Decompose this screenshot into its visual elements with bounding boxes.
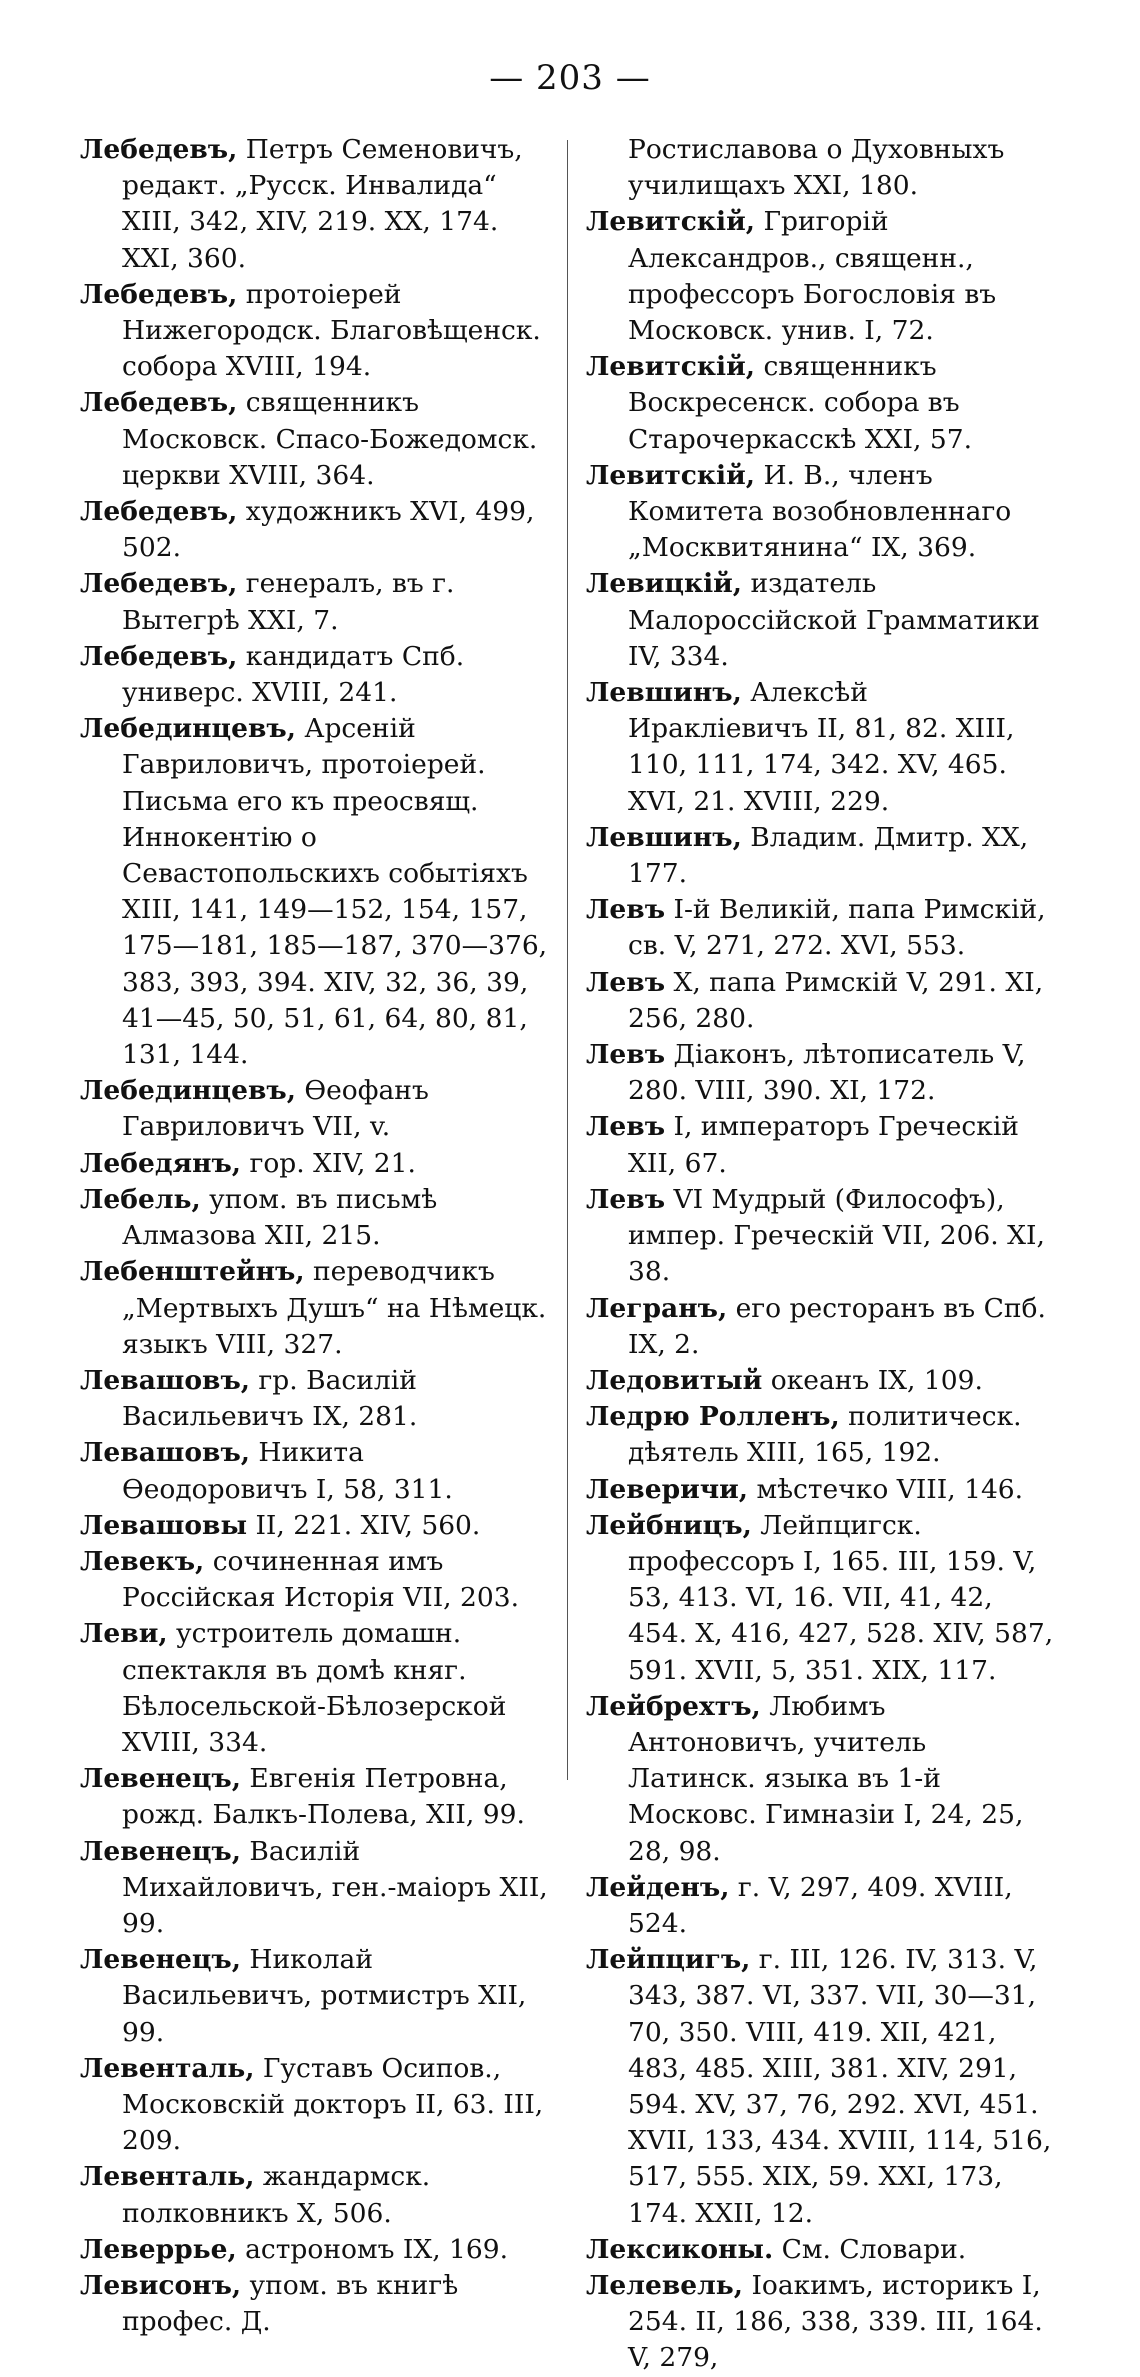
entry-text: Николай Васильевичъ, ротмистръ XII, 99. xyxy=(122,1944,527,2048)
continued-entry-text: Ростиславова о Духовныхъ училищахъ XXI, 180. xyxy=(628,134,1005,202)
entry-text: политическ. дѣятель XIII, 165, 192. xyxy=(628,1401,1022,1469)
index-entry xyxy=(586,1291,1056,1363)
entry-headword: Левъ xyxy=(586,966,666,998)
index-entry xyxy=(586,1363,1056,1399)
entry-headword: Лебедевъ, xyxy=(80,278,238,310)
index-entry xyxy=(586,2268,1056,2377)
entry-text: Ѳеофанъ Гавриловичъ VII, v. xyxy=(122,1075,429,1143)
entry-text: священникъ Московск. Спасо-Божедомск. церкви XVIII, 364. xyxy=(122,387,538,491)
entry-headword: Левашовъ, xyxy=(80,1364,250,1396)
entry-headword: Лебедевъ, xyxy=(80,640,238,672)
entry-headword: Лебедянъ, xyxy=(80,1147,242,1179)
entry-headword: Лейбницъ, xyxy=(586,1509,752,1541)
entry-text: Владим. Дмитр. XX, 177. xyxy=(628,821,1029,890)
entry-headword: Лебедевъ, xyxy=(80,387,238,419)
entry-text: сочиненная имъ Россійская Исторія VII, 203. xyxy=(122,1545,520,1614)
entry-text: переводчикъ „Мертвыхъ Душъ“ на Нѣмецк. языкъ VIII, 327. xyxy=(122,1256,547,1360)
entry-headword: Левашовы xyxy=(80,1509,248,1541)
index-entry xyxy=(586,1689,1056,1870)
entry-text: мѣстечко VIII, 146. xyxy=(748,1473,1024,1505)
entry-text: издатель Малороссійской Грамматики IV, 334. xyxy=(628,568,1040,672)
entry-headword: Левшинъ, xyxy=(586,677,742,709)
entry-text: его ресторанъ въ Спб. IX, 2. xyxy=(628,1292,1046,1360)
index-entry xyxy=(80,566,550,638)
index-entry xyxy=(80,2051,550,2160)
index-entry xyxy=(586,566,1056,675)
entry-text: Арсеній Гавриловичъ, протоіерей. Письма его къ преосвящ. Иннокентію о Севастопольскихъ событіяхъ XIII, 141, 149—152, 154, 157, 175—181, 185—187, 370—376, 383, 393, 394. XIV, 32, 36, 39, 41—45, 50, 51, 61, 64, 80, 81, 131, 144. xyxy=(122,713,548,1071)
index-entry xyxy=(586,1870,1056,1942)
entry-headword: Легранъ, xyxy=(586,1292,728,1324)
entry-headword: Левицкій, xyxy=(586,568,743,600)
index-entry xyxy=(80,385,550,494)
index-entry xyxy=(586,2232,1056,2268)
entry-text: астрономъ IX, 169. xyxy=(236,2233,509,2265)
entry-text: протоіерей Нижегородск. Благовѣщенск. собора XVIII, 194. xyxy=(122,278,541,383)
entry-text: океанъ IX, 109. xyxy=(762,1364,983,1396)
entry-headword: Лебенштейнъ, xyxy=(80,1256,305,1288)
index-entry xyxy=(80,2159,550,2231)
entry-text: Василій Михайловичъ, ген.-маіоръ XII, 99. xyxy=(122,1835,548,1939)
entry-text: Любимъ Антоновичъ, учитель Латинск. языка въ 1-й Московс. Гимназіи I, 24, 25, 28, 98. xyxy=(628,1690,1024,1867)
entry-headword: Лексиконы. xyxy=(586,2233,774,2265)
entry-text: жандармск. полковникъ X, 506. xyxy=(122,2161,431,2229)
entry-text: I, императоръ Греческій XII, 67. xyxy=(628,1111,1019,1179)
entry-text: X, папа Римскій V, 291. XI, 256, 280. xyxy=(628,966,1044,1034)
entry-headword: Левенталь, xyxy=(80,2161,255,2193)
index-entry xyxy=(80,277,550,386)
entry-headword: Ледрю Ролленъ, xyxy=(586,1401,840,1433)
entry-headword: Ледовитый xyxy=(586,1364,763,1396)
entry-headword: Леверрье, xyxy=(80,2233,237,2265)
index-entry xyxy=(80,1146,550,1182)
entry-headword: Леверичи, xyxy=(586,1473,749,1505)
entry-headword: Лебедевъ, xyxy=(80,568,238,600)
entry-text: упом. въ книгѣ профес. Д. xyxy=(122,2269,459,2338)
entry-headword: Леви, xyxy=(80,1618,168,1650)
index-entry xyxy=(586,675,1056,820)
index-entry xyxy=(586,1182,1056,1291)
entry-text: См. Словари. xyxy=(773,2233,967,2265)
index-entry xyxy=(586,965,1056,1037)
index-entry xyxy=(80,1834,550,1943)
index-entry xyxy=(586,458,1056,567)
index-entry xyxy=(80,711,550,1073)
entry-headword: Левитскій, xyxy=(586,459,756,491)
entry-text: Петръ Семеновичъ, редакт. „Русск. Инвалида“ XIII, 342, XIV, 219. XX, 174. XXI, 360. xyxy=(122,134,523,274)
index-column-left xyxy=(80,132,550,2340)
entry-headword: Лебель, xyxy=(80,1183,201,1215)
index-entry xyxy=(586,892,1056,964)
entry-headword: Левъ xyxy=(586,1111,666,1143)
index-entry xyxy=(80,2268,550,2340)
entry-text: Григорій Александров., священн., профессоръ Богословія въ Московск. унив. I, 72. xyxy=(628,206,997,347)
entry-headword: Левитскій, xyxy=(586,351,756,383)
entry-headword: Лебедевъ, xyxy=(80,134,238,165)
index-entry xyxy=(80,494,550,566)
entry-text: художникъ XVI, 499, 502. xyxy=(122,496,535,564)
index-entry xyxy=(80,1616,550,1761)
index-entry xyxy=(80,1073,550,1145)
page-number: — 203 — xyxy=(489,58,651,98)
entry-text: Евгенія Петровна, рожд. Балкъ-Полева, XII, 99. xyxy=(122,1763,525,1831)
index-entry xyxy=(80,1761,550,1833)
index-entry xyxy=(80,1435,550,1507)
entry-headword: Лейденъ, xyxy=(586,1871,730,1903)
entry-text: II, 221. XIV, 560. xyxy=(247,1509,481,1541)
entry-headword: Левенецъ, xyxy=(80,1763,241,1795)
entry-text: Лейпцигск. профессоръ I, 165. III, 159. V, 53, 413. VI, 16. VII, 41, 42, 454. X, 416, 427, 528. XIV, 587, 591. XVII, 5, 351. XIX, 117. xyxy=(628,1509,1054,1686)
entry-text: упом. въ письмѣ Алмазова XII, 215. xyxy=(122,1183,438,1252)
entry-text: Алексѣй Иракліевичъ II, 81, 82. XIII, 110, 111, 174, 342. XV, 465. XVI, 21. XVIII, 229. xyxy=(628,677,1015,817)
index-entry xyxy=(586,1109,1056,1181)
entry-headword: Левитскій, xyxy=(586,206,756,238)
entry-text: гор. XIV, 21. xyxy=(241,1147,416,1179)
index-entry xyxy=(80,2232,550,2268)
entry-headword: Левенецъ, xyxy=(80,1944,241,1976)
index-entry xyxy=(586,1399,1056,1471)
index-entry xyxy=(80,639,550,711)
index-entry xyxy=(80,1942,550,2051)
entry-text: генералъ, въ г. Вытегрѣ XXI, 7. xyxy=(122,568,455,636)
entry-text: священникъ Воскресенск. собора въ Старочеркасскѣ XXI, 57. xyxy=(628,351,973,455)
entry-headword: Лейбрехтъ, xyxy=(586,1690,761,1722)
entry-headword: Левекъ, xyxy=(80,1545,205,1577)
index-column-right xyxy=(586,132,1056,2377)
entry-headword: Лейпцигъ, xyxy=(586,1944,751,1976)
entry-text: I-й Великій, папа Римскій, св. V, 271, 272. XVI, 553. xyxy=(628,894,1046,962)
entry-text: г. V, 297, 409. XVIII, 524. xyxy=(628,1871,1013,1939)
entry-text: гр. Василій Васильевичъ IX, 281. xyxy=(122,1364,418,1433)
column-divider xyxy=(567,140,568,1780)
entry-text: кандидатъ Спб. универс. XVIII, 241. xyxy=(122,640,465,709)
index-entry xyxy=(80,1254,550,1363)
index-entry xyxy=(586,204,1056,349)
entry-text: Густавъ Осипов., Московскій докторъ II, 63. III, 209. xyxy=(122,2052,544,2157)
entry-headword: Левшинъ, xyxy=(586,821,742,853)
entry-headword: Лебединцевъ, xyxy=(80,713,296,745)
entry-text: VI Мудрый (Философъ), импер. Греческій VII, 206. XI, 38. xyxy=(628,1183,1045,1288)
entry-text: Діаконъ, лѣтописатель V, 280. VIII, 390. XI, 172. xyxy=(628,1039,1026,1107)
index-entry xyxy=(80,1544,550,1616)
index-entry xyxy=(586,1942,1056,2232)
index-entry xyxy=(586,1037,1056,1109)
entry-headword: Левенецъ, xyxy=(80,1835,241,1867)
index-entry xyxy=(80,1182,550,1254)
entry-headword: Лебединцевъ, xyxy=(80,1075,296,1107)
entry-text: г. III, 126. IV, 313. V, 343, 387. VI, 337. VII, 30—31, 70, 350. VIII, 419. XII, 421, 483, 485. XIII, 381. XIV, 291, 594. XV, 37, 76, 292. XVI, 451. XVII, 133, 434. XVIII, 114, 516, 517, 555. XIX, 59. XXI, 173, 174. XXII, 12. xyxy=(628,1944,1052,2229)
index-entry xyxy=(586,1472,1056,1508)
entry-headword: Левъ xyxy=(586,894,666,926)
entry-headword: Левъ xyxy=(586,1183,666,1215)
index-entry xyxy=(80,132,550,277)
entry-headword: Левъ xyxy=(586,1039,666,1071)
index-entry xyxy=(80,1363,550,1435)
entry-headword: Лелевель, xyxy=(586,2269,744,2301)
entry-headword: Лебедевъ, xyxy=(80,496,238,528)
entry-headword: Левенталь, xyxy=(80,2052,255,2084)
entry-text: устроитель домашн. спектакля въ домѣ княг. Бѣлосельской-Бѣлозерской XVIII, 334. xyxy=(122,1618,507,1758)
entry-headword: Левашовъ, xyxy=(80,1437,250,1469)
index-entry xyxy=(586,349,1056,458)
entry-text: Никита Ѳеодоровичъ I, 58, 311. xyxy=(122,1437,453,1505)
entry-text: И. В., членъ Комитета возобновленнаго „Москвитянина“ IX, 369. xyxy=(628,459,1012,564)
entry-text: Іоакимъ, историкъ I, 254. II, 186, 338, 339. III, 164. V, 279, xyxy=(628,2269,1043,2374)
index-entry xyxy=(80,1508,550,1544)
entry-headword: Левисонъ, xyxy=(80,2269,242,2301)
index-entry xyxy=(586,1508,1056,1689)
index-entry xyxy=(586,820,1056,892)
